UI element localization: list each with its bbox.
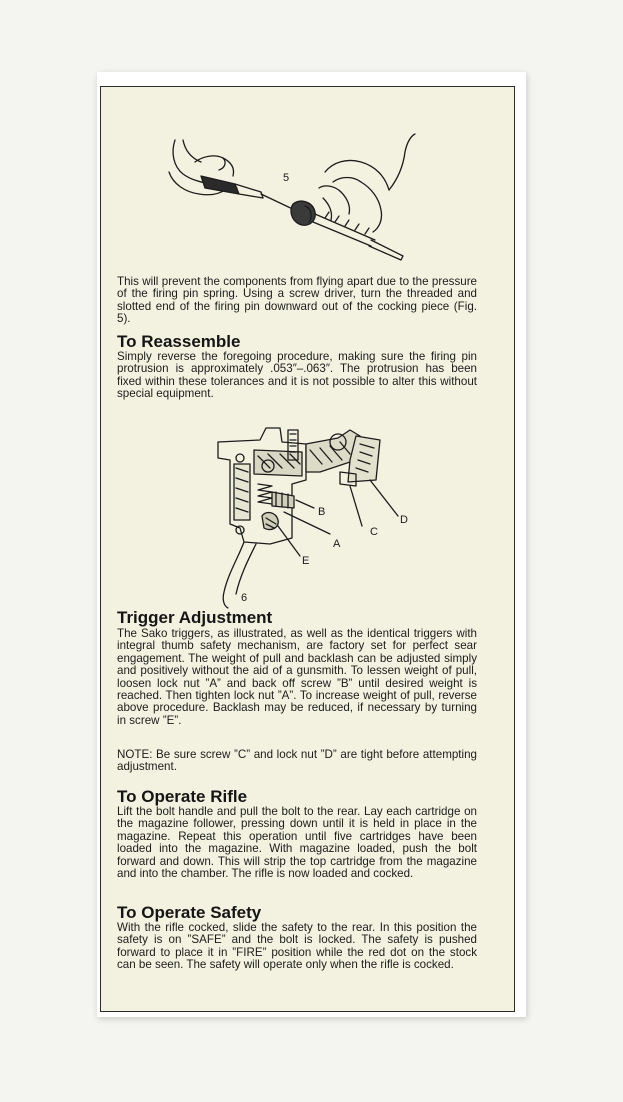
reassemble-heading: To Reassemble [117, 332, 241, 351]
figure-6-number: 6 [241, 592, 248, 604]
intro-paragraph: This will prevent the components from flying apart due to the pressure of the firing pin spring. Using a screw driver, turn the threaded and slotted end of the firing pin downward out of the cocking piece (Fig. 5). [117, 275, 477, 326]
figure-5-illustration [165, 132, 425, 267]
figure-6-label-c: C [370, 526, 378, 538]
figure-5-number: 5 [283, 172, 290, 184]
figure-6-label-a: A [333, 538, 341, 550]
operate-safety-paragraph: With the rifle cocked, slide the safety to the rear. In this position the safety is on ”SAFE” and the bolt is locked. The safety is pushed forward to place it in ”FIRE” position while the red dot on the stock can be seen. The safety will operate only when the rifle is cocked. [117, 921, 477, 972]
figure-6-illustration [210, 420, 410, 610]
reassemble-paragraph: Simply reverse the foregoing procedure, making sure the firing pin protrusion is approximately .053″–.063″. The protrusion has been fixed within these tolerances and it is not possible to alter this without special equipment. [117, 350, 477, 401]
trigger-adjustment-heading: Trigger Adjustment [117, 608, 273, 627]
figure-6-label-d: D [400, 514, 408, 526]
trigger-adjustment-note: NOTE: Be sure screw ”C” and lock nut ”D” are tight before attempting adjustment. [117, 748, 477, 774]
figure-6-label-e: E [302, 555, 310, 567]
figure-6-label-b: B [318, 506, 326, 518]
operate-rifle-heading: To Operate Rifle [117, 787, 248, 806]
operate-safety-heading: To Operate Safety [117, 903, 262, 922]
trigger-adjustment-paragraph: The Sako triggers, as illustrated, as well as the identical triggers with integral thumb safety mechanism, are factory set for perfect sear engagement. The weight of pull and backlash can be adjusted simply and positively without the aid of a gunsmith. To lessen weight of pull, loosen lock nut ”A” and back off screw ”B” until desired weight is reached. Then tighten lock nut ”A”. To increase weight of pull, reverse above procedure. Backlash may be reduced, if necessary by turning in screw ”E”. [117, 627, 477, 727]
operate-rifle-paragraph: Lift the bolt handle and pull the bolt to the rear. Lay each cartridge on the magazine follower, pressing down until it is held in place in the magazine. Repeat this operation until five cartridges have been loaded into the magazine. With magazine loaded, push the bolt forward and down. This will strip the top cartridge from the magazine and into the chamber. The rifle is now loaded and cocked. [117, 805, 477, 881]
